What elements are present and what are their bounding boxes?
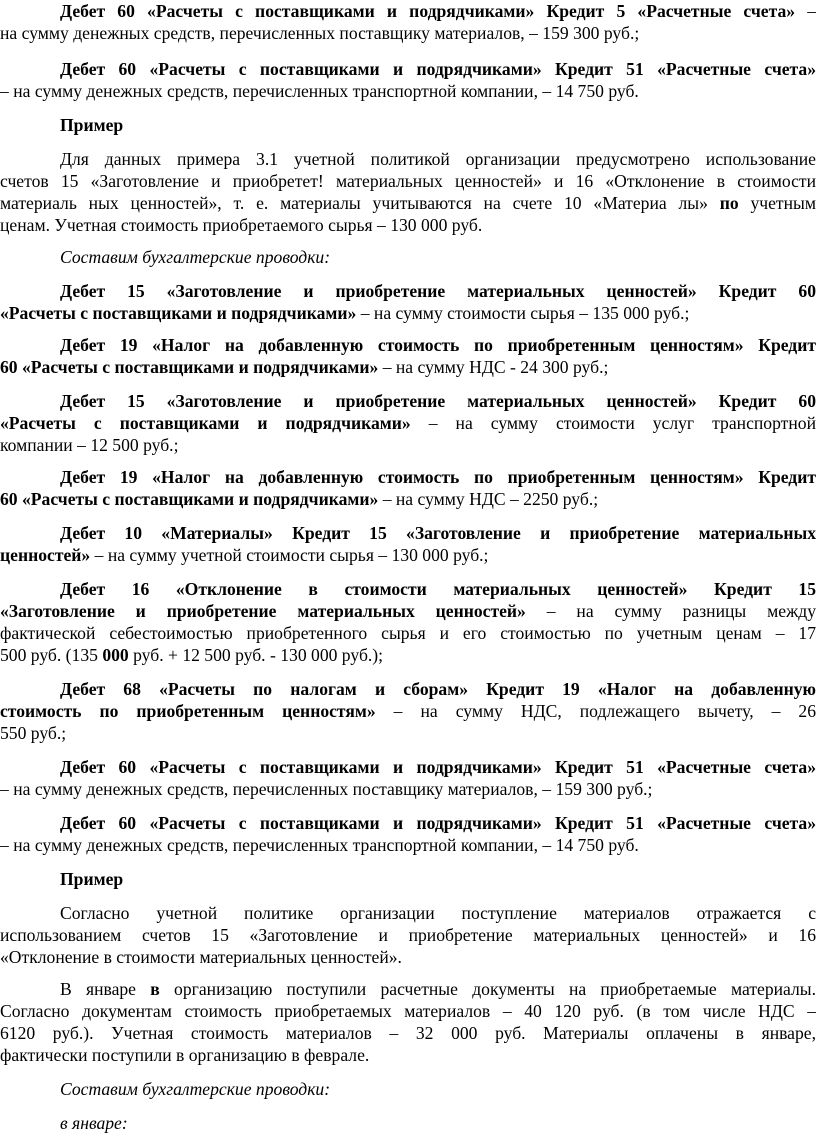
bold-run: в <box>150 979 160 999</box>
bold-run: «Заготовление и приобретение материальных ценностей» <box>0 601 526 621</box>
italic-run: Составим бухгалтерские проводки: <box>60 247 331 267</box>
text-run: – на сумму денежных средств, перечисленных поставщику материалов, – 159 300 руб.; <box>0 779 653 799</box>
text-run: организацию поступили расчетные документы на приобретаемые материалы. <box>159 979 816 999</box>
text-line <box>0 978 816 1000</box>
text-run: – на сумму денежных средств, перечисленных транспортной компании, – 14 750 руб. <box>0 835 639 855</box>
text-line <box>0 924 816 946</box>
bold-run: Дебет 60 «Расчеты с поставщиками и подрядчиками» Кредит 51 «Расчетные счета» <box>60 757 816 777</box>
text-run: 500 руб. (135 <box>0 645 103 665</box>
text-line <box>0 390 816 412</box>
bold-run: стоимость по приобретенным ценностям» <box>0 701 376 721</box>
bold-run: Дебет 16 «Отклонение в стоимости материальных ценностей» Кредит 15 <box>60 579 816 599</box>
bold-run: Дебет 19 «Налог на добавленную стоимость по приобретенным ценностям» Кредит <box>60 335 816 355</box>
text-run: счетов 15 «Заготовление и приобретет! материальных ценностей» и 16 «Отклонение в стоимости <box>0 171 816 191</box>
text-line <box>0 0 816 22</box>
text-line <box>0 280 816 302</box>
text-line <box>0 488 816 510</box>
text-run: – на сумму учетной стоимости сырья – 130 000 руб.; <box>90 545 489 565</box>
bold-run: Дебет 15 «Заготовление и приобретение материальных ценностей» Кредит 60 <box>60 391 816 411</box>
text-line <box>0 946 816 968</box>
bold-run: Пример <box>60 869 124 889</box>
text-run: – на сумму НДС, подлежащего вычету, – 26 <box>375 701 816 721</box>
text-line <box>0 544 816 566</box>
text-line <box>0 412 816 434</box>
text-run: фактической себестоимостью приобретенного сырья и его стоимостью по учетным ценам – 17 <box>0 623 816 643</box>
bold-run: Пример <box>60 115 124 135</box>
text-line <box>0 902 816 924</box>
bold-run: по <box>719 193 739 213</box>
text-run: – на сумму НДС – 2250 руб.; <box>378 489 599 509</box>
text-line <box>0 778 816 800</box>
bold-run: «Расчеты с поставщиками и подрядчиками» <box>0 303 357 323</box>
text-run: Для данных примера 3.1 учетной политикой организации предусмотрено использование <box>60 149 816 169</box>
text-run: ценам. Учетная стоимость приобретаемого сырья – 130 000 руб. <box>0 215 483 235</box>
text-run: – <box>795 1 816 21</box>
text-run: – на сумму стоимости услуг транспортной <box>410 413 816 433</box>
text-run: В январе <box>60 979 151 999</box>
bold-run: 60 «Расчеты с поставщиками и подрядчиками» <box>0 357 379 377</box>
text-line <box>0 302 816 324</box>
bold-run: ценностей» <box>0 545 91 565</box>
italic-run: в январе: <box>60 1113 128 1133</box>
text-line <box>0 644 816 666</box>
text-line <box>0 148 816 170</box>
text-run: 6120 руб.). Учетная стоимость материалов – 32 000 руб. Материалы оплачены в январе, <box>0 1023 816 1043</box>
text-run: учетным <box>738 193 816 213</box>
italic-run: Составим бухгалтерские проводки: <box>60 1079 331 1099</box>
text-line <box>0 114 816 136</box>
bold-run: 000 <box>102 645 129 665</box>
text-line <box>0 700 816 722</box>
text-line <box>0 812 816 834</box>
text-run: «Отклонение в стоимости материальных ценностей». <box>0 947 402 967</box>
text-line <box>0 170 816 192</box>
bold-run: Дебет 15 «Заготовление и приобретение материальных ценностей» Кредит 60 <box>60 281 816 301</box>
text-line <box>0 1112 816 1134</box>
bold-run: Дебет 60 «Расчеты с поставщиками и подрядчиками» Кредит 51 «Расчетные счета» <box>60 813 816 833</box>
text-line <box>0 1000 816 1022</box>
text-line <box>0 466 816 488</box>
text-line <box>0 600 816 622</box>
text-line <box>0 356 816 378</box>
text-line <box>0 868 816 890</box>
text-run: руб. + 12 500 руб. - 130 000 руб.); <box>128 645 384 665</box>
text-line <box>0 834 816 856</box>
bold-run: Дебет 68 «Расчеты по налогам и сборам» Кредит 19 «Налог на добавленную <box>60 679 816 699</box>
text-line <box>0 622 816 644</box>
text-line <box>0 246 816 268</box>
bold-run: 60 «Расчеты с поставщиками и подрядчиками» <box>0 489 379 509</box>
bold-run: Дебет 60 «Расчеты с поставщиками и подрядчиками» Кредит 51 «Расчетные счета» <box>60 59 816 79</box>
text-line <box>0 192 816 214</box>
text-line <box>0 58 816 80</box>
text-line <box>0 522 816 544</box>
text-line <box>0 722 816 744</box>
text-line <box>0 1044 816 1066</box>
text-line <box>0 678 816 700</box>
text-run: Согласно документам стоимость приобретаемых материалов – 40 120 руб. (в том числе НДС – <box>0 1001 816 1021</box>
text-line <box>0 578 816 600</box>
text-line <box>0 80 816 102</box>
text-line <box>0 1078 816 1100</box>
text-run: компании – 12 500 руб.; <box>0 435 179 455</box>
text-run: материаль ных ценностей», т. е. материалы учитываются на счете 10 «Материа лы» <box>0 193 720 213</box>
text-run: Согласно учетной политике организации поступление материалов отражается с <box>60 903 816 923</box>
text-line <box>0 22 816 44</box>
text-run: использованием счетов 15 «Заготовление и приобретение материальных ценностей» и 16 <box>0 925 816 945</box>
text-line <box>0 1022 816 1044</box>
text-run: 550 руб.; <box>0 723 67 743</box>
text-line <box>0 214 816 236</box>
text-run: – на сумму НДС - 24 300 руб.; <box>378 357 609 377</box>
text-line <box>0 756 816 778</box>
bold-run: «Расчеты с поставщиками и подрядчиками» <box>0 413 411 433</box>
text-run: – на сумму разницы между <box>525 601 816 621</box>
text-line <box>0 434 816 456</box>
bold-run: Дебет 60 «Расчеты с поставщиками и подрядчиками» Кредит 5 «Расчетные счета» <box>60 1 796 21</box>
text-run: – на сумму стоимости сырья – 135 000 руб.; <box>356 303 690 323</box>
text-run: – на сумму денежных средств, перечисленных транспортной компании, – 14 750 руб. <box>0 81 639 101</box>
text-line <box>0 334 816 356</box>
text-run: на сумму денежных средств, перечисленных поставщику материалов, – 159 300 руб.; <box>0 23 640 43</box>
bold-run: Дебет 10 «Материалы» Кредит 15 «Заготовление и приобретение материальных <box>60 523 816 543</box>
text-run: фактически поступили в организацию в феврале. <box>0 1045 370 1065</box>
bold-run: Дебет 19 «Налог на добавленную стоимость по приобретенным ценностям» Кредит <box>60 467 816 487</box>
